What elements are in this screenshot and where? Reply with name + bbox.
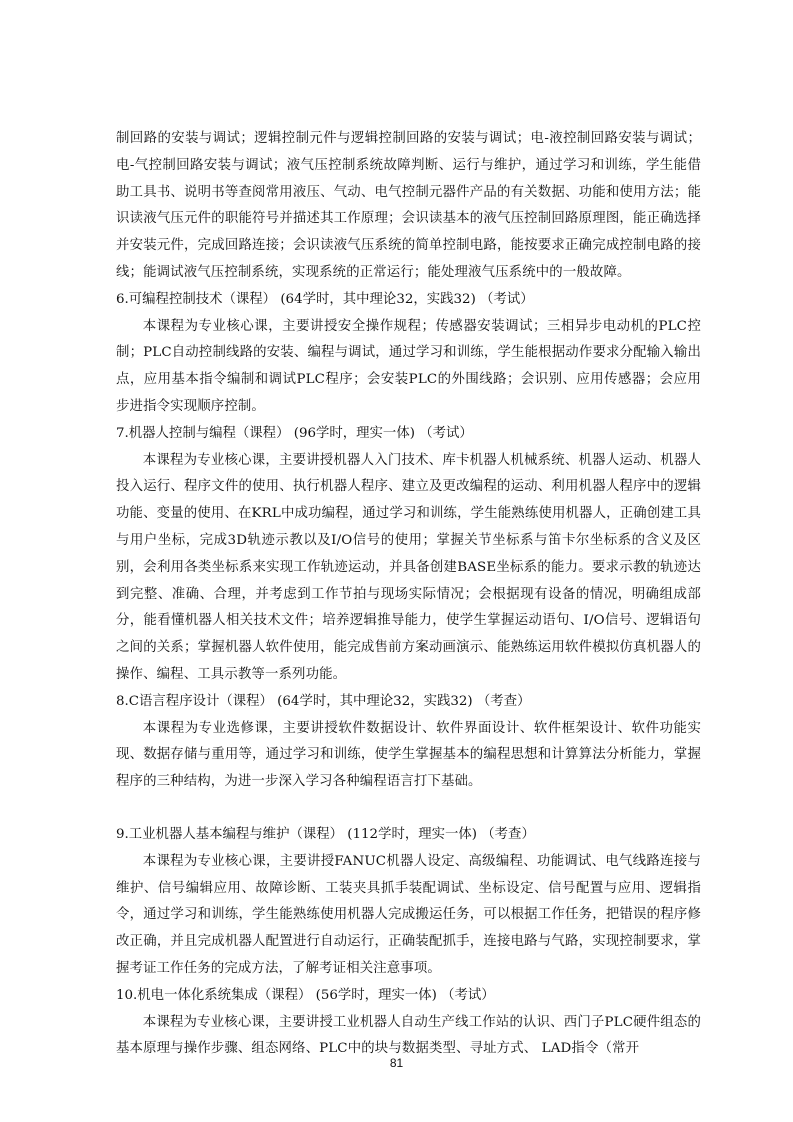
course-description: 本课程为专业选修课，主要讲授软件数据设计、软件界面设计、软件框架设计、软件功能实现、数据存储与重用等，通过学习和训练，使学生掌握基本的编程思想和计算算法分析能力，掌握程序的三种结构，为进一步深入学习各种编程语言打下基础。: [116, 720, 701, 790]
course-heading: 8.C语言程序设计（课程） (64学时，其中理论32，实践32) （考查）: [116, 693, 531, 709]
course-description: 本课程为专业核心课，主要讲授FANUC机器人设定、高级编程、功能调试、电气线路连接与维护、信号编辑应用、故障诊断、工装夹具抓手装配调试、坐标设定、信号配置与应用、逻辑指令，通过学习和训练，学生能熟练使用机器人完成搬运任务，可以根据工作任务，把错误的程序修改正确，并且完成机器人配置进行自动运行，正确装配抓手，连接电路与气路，实现控制要求，掌握考证工作任务的完成方法，了解考证相关注意事项。: [116, 853, 701, 976]
course-description: 本课程为专业核心课，主要讲授机器人入门技术、库卡机器人机械系统、机器人运动、机器人投入运行、程序文件的使用、执行机器人程序、建立及更改编程的运动、利用机器人程序中的逻辑功能、变量的使用、在KRL中成功编程，通过学习和训练，学生能熟练使用机器人，正确创建工具与用户坐标，完成3D轨迹示教以及I/O信号的使用；掌握关节坐标系与笛卡尔坐标系的含义及区别，会利用各类坐标系来实现工作轨迹运动，并具备创建BASE坐标系的能力。要求示教的轨迹达到完整、准确、合理，并考虑到工作节拍与现场实际情况；会根据现有设备的情况，明确组成部分，能看懂机器人相关技术文件；培养逻辑推导能力，使学生掌握运动语句、I/O信号、逻辑语句之间的关系；掌握机器人软件使用，能完成售前方案动画演示、能熟练运用软件模拟仿真机器人的操作、编程、工具示教等一系列功能。: [116, 452, 701, 682]
course-description: 制回路的安装与调试；逻辑控制元件与逻辑控制回路的安装与调试；电-液控制回路安装与调试；电-气控制回路安装与调试；液气压控制系统故障判断、运行与维护，通过学习和训练，学生能借助工具书、说明书等查阅常用液压、气动、电气控制元器件产品的有关数据、功能和使用方法；能识读液气压元件的职能符号并描述其工作原理；会识读基本的液气压控制回路原理图，能正确选择并安装元件，完成回路连接；会识读液气压系统的简单控制电路，能按要求正确完成控制电路的接线；能调试液气压控制系统，实现系统的正常运行；能处理液气压系统中的一般故障。: [116, 131, 701, 280]
course-heading: 10.机电一体化系统集成（课程） (56学时，理实一体) （考试）: [116, 987, 495, 1003]
course-heading: 9.工业机器人基本编程与维护（课程） (112学时，理实一体) （考查）: [116, 826, 535, 842]
course-heading: 7.机器人控制与编程（课程） (96学时，理实一体) （考试）: [116, 425, 473, 441]
page-body: [116, 126, 701, 1063]
course-heading: 6.可编程控制技术（课程） (64学时，其中理论32，实践32) （考试）: [116, 291, 534, 307]
course-description: 本课程为专业核心课，主要讲授安全操作规程；传感器安装调试；三相异步电动机的PLC控制；PLC自动控制线路的安装、编程与调试，通过学习和训练，学生能根据动作要求分配输入输出点，应用基本指令编制和调试PLC程序；会安装PLC的外围线路；会识别、应用传感器；会应用步进指令实现顺序控制。: [116, 318, 701, 414]
course-description: 本课程为专业核心课，主要讲授工业机器人自动生产线工作站的认识、西门子PLC硬件组态的基本原理与操作步骤、组态网络、PLC中的块与数据类型、寻址方式、 LAD指令（常开: [116, 1014, 701, 1057]
page-number: 81: [389, 1056, 404, 1070]
paragraph-gap: [116, 796, 701, 822]
